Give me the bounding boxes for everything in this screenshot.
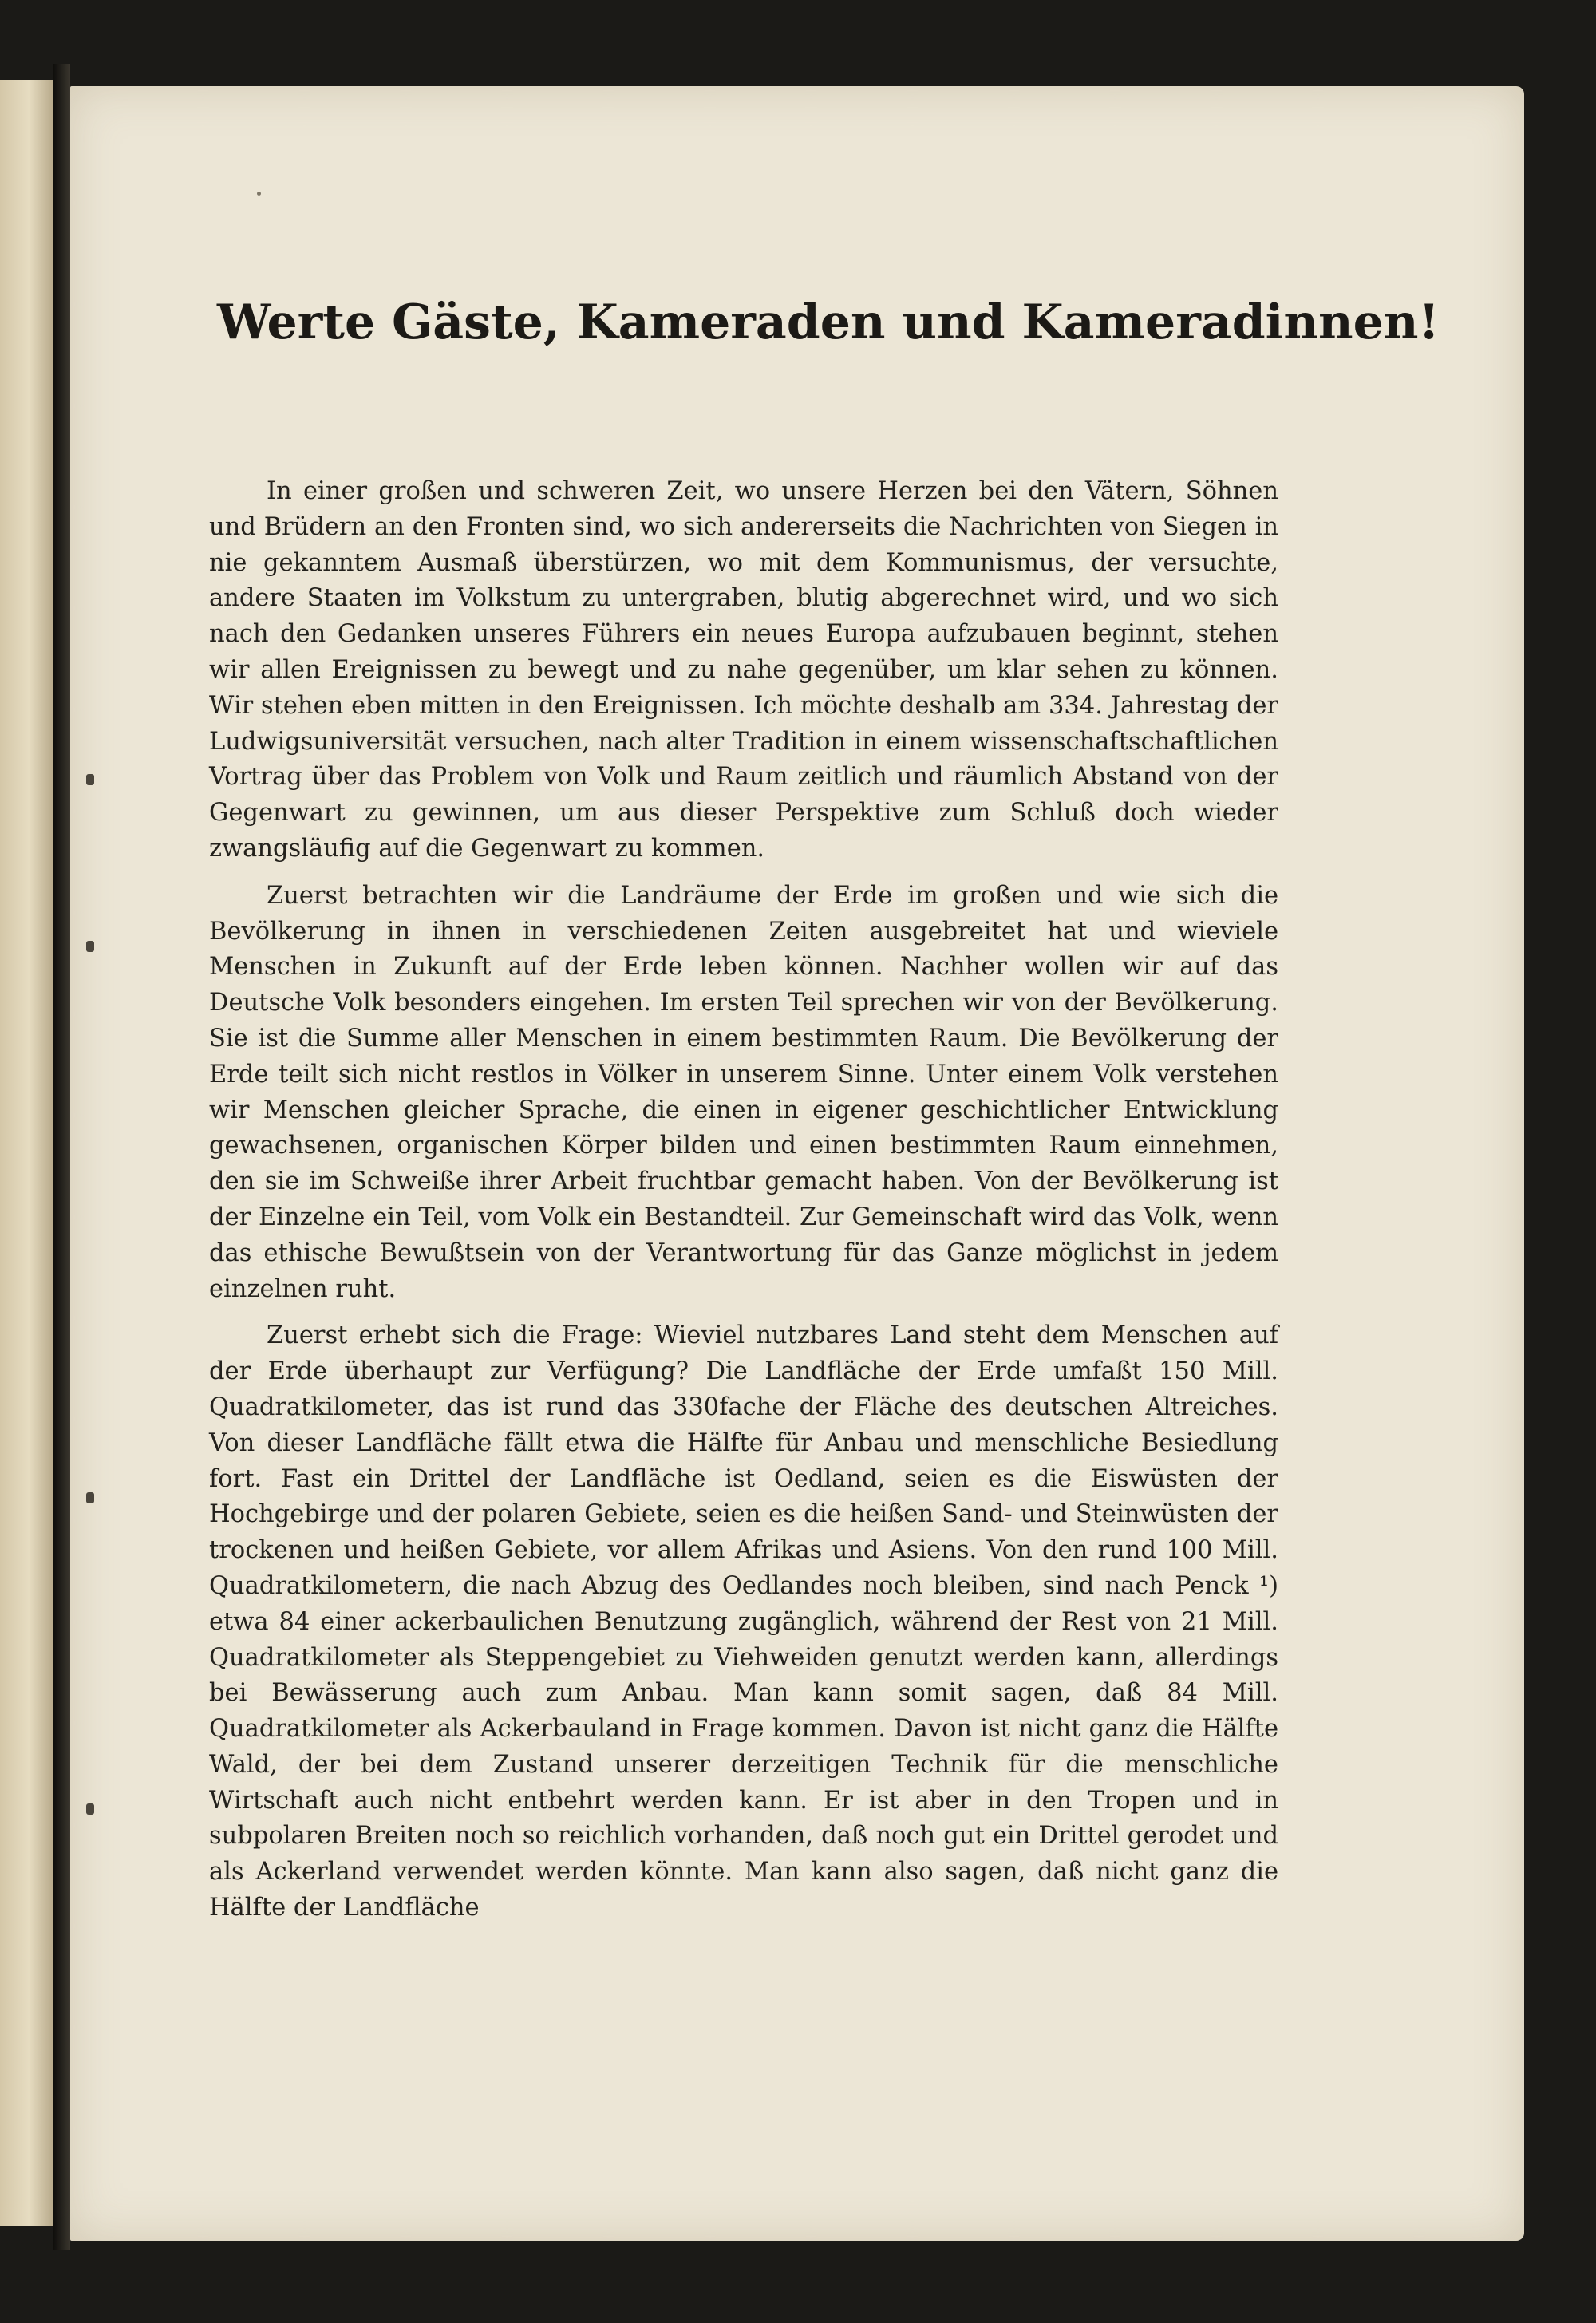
previous-page-edge	[0, 80, 55, 2226]
paper-speck	[257, 192, 261, 196]
paragraph-1: In einer großen und schweren Zeit, wo unsere Herzen bei den Vätern, Söhnen und Brüdern an den Fronten sind, wo sich andererseits die Nachrichten von Siegen in nie gekanntem Ausmaß überstürzen, wo mit dem Kommunismus, der versuchte, andere Staaten im Volkstum zu untergraben, blutig abgerechnet wird, und wo sich nach den Gedanken unseres Führers ein neues Europa aufzubauen beginnt, stehen wir allen Ereignissen zu bewegt und zu nahe gegenüber, um klar sehen zu können. Wir stehen eben mitten in den Ereignissen. Ich möchte deshalb am 334. Jahrestag der Ludwigsuniversität versuchen, nach alter Tradition in einem wissenschaftschaftlichen Vortrag über das Problem von Volk und Raum zeitlich und räumlich Abstand von der Gegenwart zu gewinnen, um aus dieser Perspektive zum Schluß doch wieder zwangsläufig auf die Gegenwart zu kommen.	[209, 477, 1278, 863]
binding-hole	[86, 1803, 94, 1815]
book-spine	[53, 64, 70, 2250]
binding-hole	[86, 1492, 94, 1503]
page-heading: Werte Gäste, Kameraden und Kameradinnen!	[217, 294, 1440, 350]
binding-hole	[86, 774, 94, 785]
body-text	[209, 474, 1278, 1938]
paragraph-2: Zuerst betrachten wir die Landräume der Erde im großen und wie sich die Bevölkerung in ihnen in verschiedenen Zeiten ausgebreitet hat und wieviele Menschen in Zukunft auf der Erde leben können. Nachher wollen wir auf das Deutsche Volk besonders eingehen. Im ersten Teil sprechen wir von der Bevölkerung. Sie ist die Summe aller Menschen in einem bestimmten Raum. Die Bevölkerung der Erde teilt sich nicht restlos in Völker in unserem Sinne. Unter einem Volk verstehen wir Menschen gleicher Sprache, die einen in eigener geschichtlicher Entwicklung gewachsenen, organischen Körper bilden und einen bestimmten Raum einnehmen, den sie im Schweiße ihrer Arbeit fruchtbar gemacht haben. Von der Bevölkerung ist der Einzelne ein Teil, vom Volk ein Bestandteil. Zur Gemeinschaft wird das Volk, wenn das ethische Bewußtsein von der Verantwortung für das Ganze möglichst in jedem einzelnen ruht.	[209, 881, 1278, 1303]
paragraph-3: Zuerst erhebt sich die Frage: Wieviel nutzbares Land steht dem Menschen auf der Erde überhaupt zur Verfügung? Die Landfläche der Erde umfaßt 150 Mill. Quadratkilometer, das ist rund das 330fache der Fläche des deutschen Altreiches. Von dieser Landfläche fällt etwa die Hälfte für Anbau und menschliche Besiedlung fort. Fast ein Drittel der Landfläche ist Oedland, seien es die Eiswüsten der Hochgebirge und der polaren Gebiete, seien es die heißen Sand- und Steinwüsten der trockenen und heißen Gebiete, vor allem Afrikas und Asiens. Von den rund 100 Mill. Quadratkilometern, die nach Abzug des Oedlandes noch bleiben, sind nach Penck ¹) etwa 84 einer ackerbaulichen Benutzung zugänglich, während der Rest von 21 Mill. Quadratkilometer als Steppengebiet zu Viehweiden genutzt werden kann, allerdings bei Bewässerung auch zum Anbau. Man kann somit sagen, daß 84 Mill. Quadratkilometer als Ackerbauland in Frage kommen. Davon ist nicht ganz die Hälfte Wald, der bei dem Zustand unserer derzeitigen Technik für die menschliche Wirtschaft auch nicht entbehrt werden kann. Er ist aber in den Tropen und in subpolaren Breiten noch so reichlich vorhanden, daß noch gut ein Drittel gerodet und als Ackerland verwendet werden könnte. Man kann also sagen, daß nicht ganz die Hälfte der Landfläche	[209, 1322, 1278, 1922]
binding-hole	[86, 941, 94, 952]
